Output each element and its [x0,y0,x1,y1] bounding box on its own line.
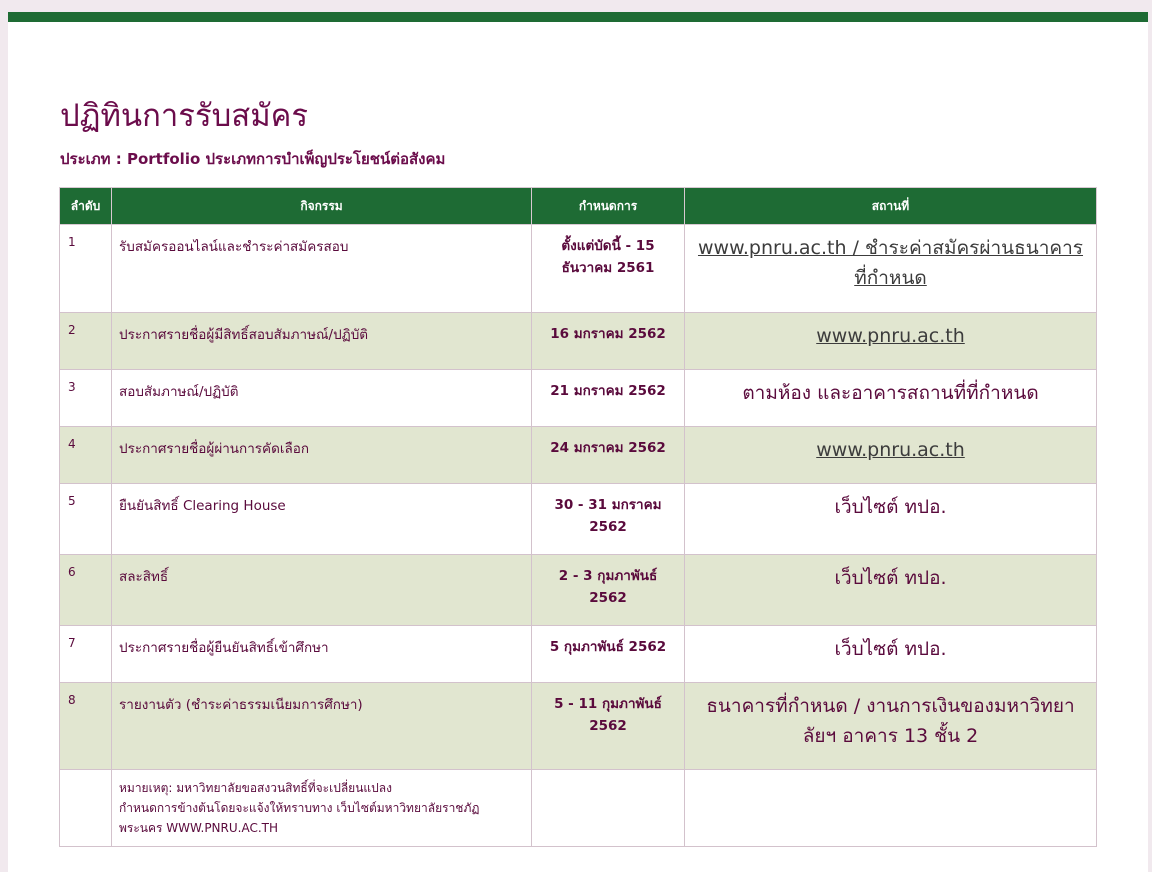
row-place: เว็บไซต์ ทปอ. [685,626,1097,683]
table-note [112,770,532,847]
header-place: สถานที่ [685,188,1097,225]
row-date: ตั้งแต่บัดนี้ - 15 ธันวาคม 2561 [532,225,685,313]
row-date: 2 - 3 กุมภาพันธ์ 2562 [532,555,685,626]
row-date: 5 กุมภาพันธ์ 2562 [532,626,685,683]
note-empty-cell [60,770,112,847]
row-date: 16 มกราคม 2562 [532,313,685,370]
row-place: เว็บไซต์ ทปอ. [685,484,1097,555]
note-line: หมายเหตุ: มหาวิทยาลัยขอสงวนสิทธิ์ที่จะเปลี่ยนแปลง [119,781,392,795]
table-row [60,225,1097,313]
row-number: 7 [60,626,112,683]
row-place [685,427,1097,484]
table-row [60,683,1097,770]
table-row [60,370,1097,427]
row-number: 8 [60,683,112,770]
place-link[interactable]: www.pnru.ac.th [816,439,965,461]
row-date: 21 มกราคม 2562 [532,370,685,427]
header-activity: กิจกรรม [112,188,532,225]
table-row [60,626,1097,683]
table-row [60,484,1097,555]
row-number: 2 [60,313,112,370]
row-activity: ประกาศรายชื่อผู้ยืนยันสิทธิ์เข้าศึกษา [112,626,532,683]
header-no: ลำดับ [60,188,112,225]
row-activity: รับสมัครออนไลน์และชำระค่าสมัครสอบ [112,225,532,313]
row-number: 1 [60,225,112,313]
note-line: กำหนดการข้างต้นโดยจะแจ้งให้ทราบทาง เว็บไซต์มหาวิทยาลัยราชภัฏ [119,801,480,815]
row-number: 6 [60,555,112,626]
note-line: พระนคร WWW.PNRU.AC.TH [119,821,279,835]
row-activity: สอบสัมภาษณ์/ปฏิบัติ [112,370,532,427]
row-place [685,225,1097,313]
row-activity: ประกาศรายชื่อผู้มีสิทธิ์สอบสัมภาษณ์/ปฏิบัติ [112,313,532,370]
note-empty-cell [532,770,685,847]
row-number: 3 [60,370,112,427]
row-date: 24 มกราคม 2562 [532,427,685,484]
row-number: 4 [60,427,112,484]
row-date: 30 - 31 มกราคม 2562 [532,484,685,555]
table-row [60,555,1097,626]
header-date: กำหนดการ [532,188,685,225]
row-number: 5 [60,484,112,555]
page-subtitle: ประเภท : Portfolio ประเภทการบำเพ็ญประโยชน์ต่อสังคม [60,150,446,168]
place-link[interactable]: www.pnru.ac.th / ชำระค่าสมัครผ่านธนาคารที่กำหนด [697,237,1084,289]
table-row [60,313,1097,370]
page-title: ปฏิทินการรับสมัคร [60,98,309,134]
row-activity: ยืนยันสิทธิ์ Clearing House [112,484,532,555]
row-activity: ประกาศรายชื่อผู้ผ่านการคัดเลือก [112,427,532,484]
top-accent-bar [8,12,1148,22]
note-empty-cell [685,770,1097,847]
page-container [8,12,1148,872]
row-activity: สละสิทธิ์ [112,555,532,626]
table-note-row [60,770,1097,847]
table-row [60,427,1097,484]
row-activity: รายงานตัว (ชำระค่าธรรมเนียมการศึกษา) [112,683,532,770]
row-place: ธนาคารที่กำหนด / งานการเงินของมหาวิทยาลัยฯ อาคาร 13 ชั้น 2 [685,683,1097,770]
row-date: 5 - 11 กุมภาพันธ์ 2562 [532,683,685,770]
row-place [685,313,1097,370]
place-link[interactable]: www.pnru.ac.th [816,325,965,347]
admission-calendar-table [59,187,1097,847]
row-place: ตามห้อง และอาคารสถานที่ที่กำหนด [685,370,1097,427]
row-place: เว็บไซต์ ทปอ. [685,555,1097,626]
table-header-row [60,188,1097,225]
